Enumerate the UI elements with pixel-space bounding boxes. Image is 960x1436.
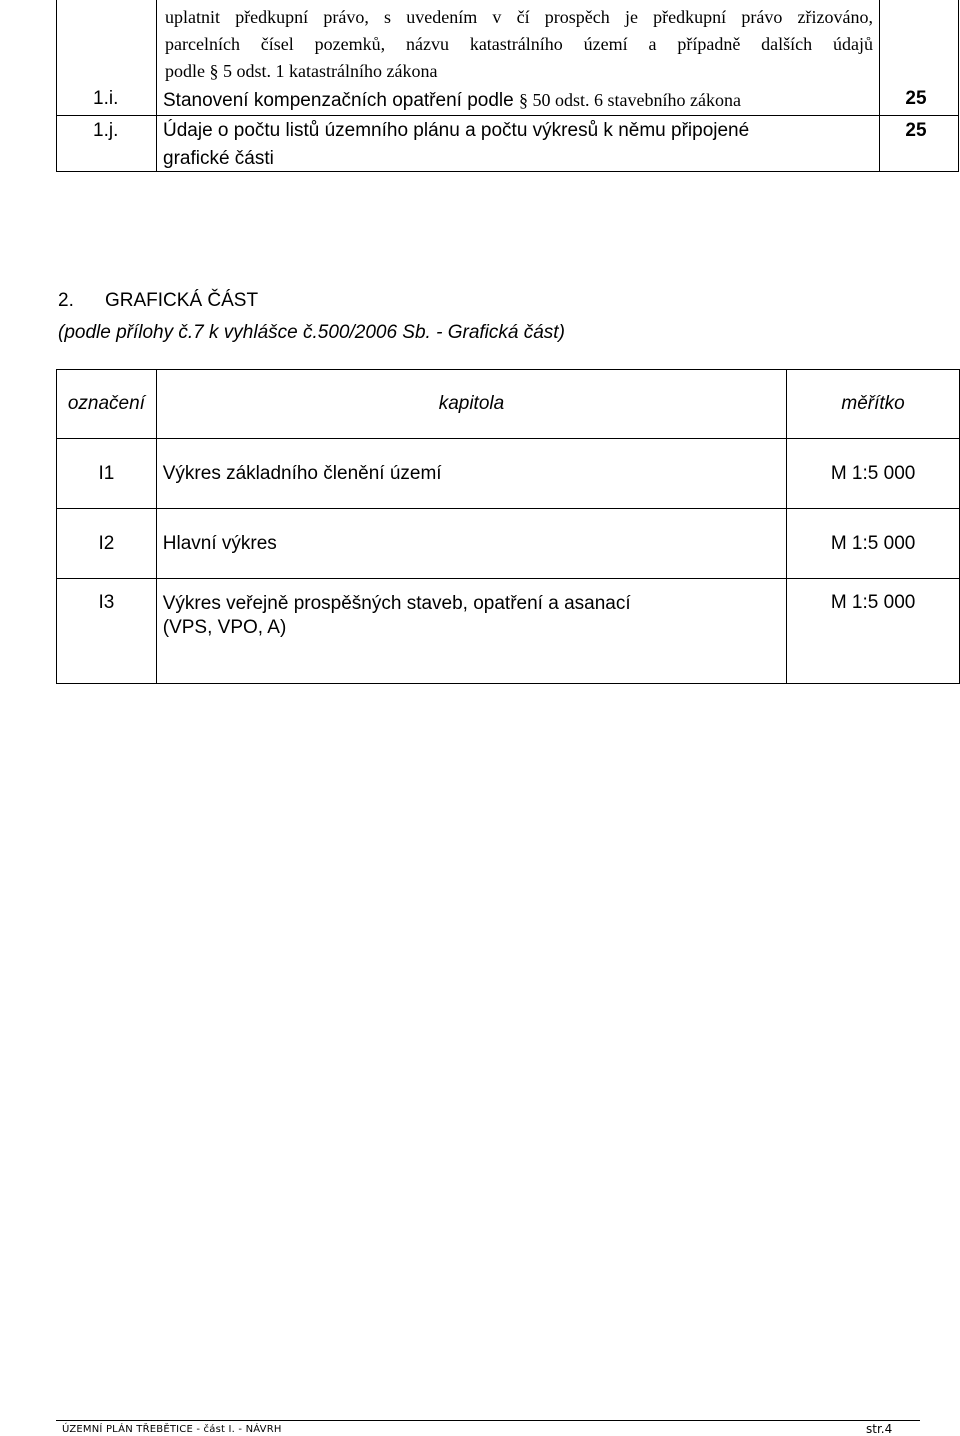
row-label: 1.j. bbox=[93, 120, 119, 141]
chapter-list-table bbox=[56, 0, 959, 172]
section-title: GRAFICKÁ ČÁST bbox=[105, 290, 259, 311]
drawing-chapter: Hlavní výkres bbox=[156, 509, 786, 579]
drawing-code: I1 bbox=[57, 439, 157, 509]
intro-line: podle § 5 odst. 1 katastrálního zákona bbox=[165, 61, 438, 81]
table-row bbox=[57, 509, 960, 579]
row-title bbox=[163, 86, 741, 115]
drawing-code: I3 bbox=[57, 579, 157, 684]
intro-line: parcelních čísel pozemků, názvu katastrálního území a případně dalších údajů bbox=[165, 34, 873, 54]
footer-document-title: ÚZEMNÍ PLÁN TŘEBĚTICE - část I. - NÁVRH bbox=[62, 1424, 282, 1435]
page-number: 25 bbox=[905, 88, 927, 109]
drawing-scale: M 1:5 000 bbox=[787, 509, 960, 579]
row-title-part: Stanovení kompenzačních opatření podle bbox=[163, 90, 519, 111]
row-title bbox=[163, 117, 749, 173]
table-row-divider bbox=[57, 115, 958, 116]
drawing-scale: M 1:5 000 bbox=[787, 439, 960, 509]
drawing-chapter-line: Výkres veřejně prospěšných staveb, opatření a asanací bbox=[162, 593, 631, 614]
drawing-scale: M 1:5 000 bbox=[787, 579, 960, 684]
intro-paragraph bbox=[165, 4, 873, 85]
drawing-chapter-line: (VPS, VPO, A) bbox=[162, 617, 287, 638]
row-title-line: grafické části bbox=[163, 148, 274, 169]
column-header: kapitola bbox=[156, 370, 786, 439]
footer-rule bbox=[56, 1420, 920, 1421]
section-number: 2. bbox=[58, 290, 74, 311]
table-row bbox=[57, 439, 960, 509]
intro-line: uplatnit předkupní právo, s uvedením v čí prospěch je předkupní právo zřizováno, bbox=[165, 7, 873, 27]
page-number: 25 bbox=[905, 120, 927, 141]
section-subtitle: (podle přílohy č.7 k vyhlášce č.500/2006 Sb. - Grafická část) bbox=[58, 322, 565, 343]
row-title-line: Údaje o počtu listů územního plánu a počtu výkresů k němu připojené bbox=[163, 120, 750, 141]
drawing-code: I2 bbox=[57, 509, 157, 579]
column-header: označení bbox=[57, 370, 157, 439]
table-column-divider bbox=[879, 0, 880, 171]
drawing-chapter bbox=[156, 579, 786, 684]
row-title-part: § 50 odst. 6 stavebního zákona bbox=[518, 90, 741, 110]
table-column-divider bbox=[156, 0, 157, 171]
graphics-table bbox=[56, 369, 960, 684]
drawing-chapter: Výkres základního členění území bbox=[156, 439, 786, 509]
table-row bbox=[57, 579, 960, 684]
table-header-row bbox=[57, 370, 960, 439]
row-label: 1.i. bbox=[93, 88, 119, 109]
column-header: měřítko bbox=[787, 370, 960, 439]
footer-page-number: str.4 bbox=[866, 1422, 893, 1436]
